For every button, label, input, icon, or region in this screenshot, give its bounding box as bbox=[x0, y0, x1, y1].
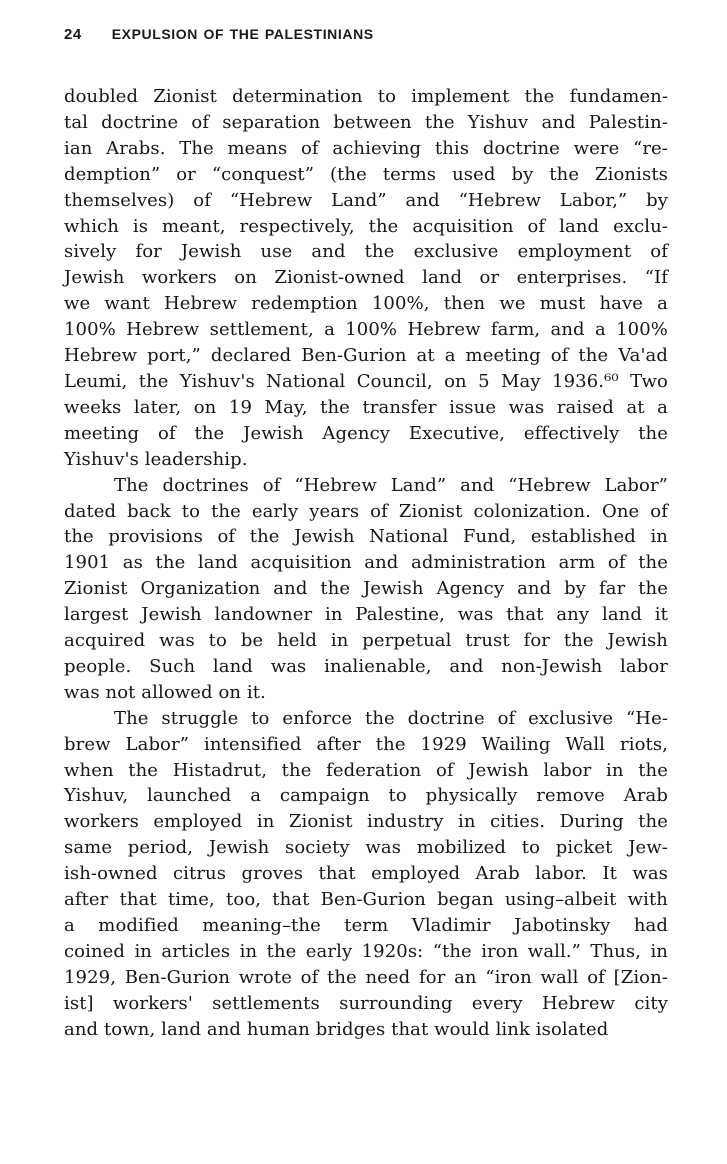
text-line: was not allowed on it. bbox=[64, 681, 266, 703]
page-number: 24 bbox=[64, 26, 82, 43]
text-line: dated back to the early years of Zionist colonization. One of bbox=[64, 500, 668, 522]
text-line: Zionist Organization and the Jewish Agency and by far the bbox=[64, 578, 668, 600]
text-line: when the Histadrut, the federation of Jewish labor in the bbox=[64, 759, 668, 781]
text-line: meeting of the Jewish Agency Executive, effectively the bbox=[64, 422, 668, 444]
text-line: weeks later, on 19 May, the transfer issue was raised at a bbox=[64, 396, 668, 418]
text-line: ian Arabs. The means of achieving this doctrine were “re- bbox=[64, 137, 668, 159]
text-line: largest Jewish landowner in Palestine, was that any land it bbox=[64, 604, 668, 626]
text-line: a modified meaning–the term Vladimir Jabotinsky had bbox=[64, 915, 668, 936]
text-line: Hebrew port,” declared Ben-Gurion at a meeting of the Va'ad bbox=[64, 345, 668, 367]
text-line: which is meant, respectively, the acquisition of land exclu- bbox=[64, 215, 668, 237]
text-line: 100% Hebrew settlement, a 100% Hebrew farm, and a 100% bbox=[64, 319, 668, 341]
text-line: doubled Zionist determination to implement the fundamen- bbox=[64, 86, 668, 107]
text-line: sively for Jewish use and the exclusive employment of bbox=[64, 241, 668, 263]
text-line: people. Such land was inalienable, and non-Jewish labor bbox=[64, 655, 668, 677]
text-line: The doctrines of “Hebrew Land” and “Hebrew Labor” bbox=[114, 474, 668, 496]
text-line: acquired was to be held in perpetual trust for the Jewish bbox=[64, 630, 668, 652]
page-body bbox=[64, 84, 668, 1043]
text-line: ish-owned citrus groves that employed Arab labor. It was bbox=[64, 863, 668, 885]
text-line: The struggle to enforce the doctrine of exclusive “He- bbox=[114, 707, 668, 729]
text-line: Yishuv's leadership. bbox=[64, 448, 248, 470]
text-line: 1901 as the land acquisition and administration arm of the bbox=[64, 552, 668, 574]
text-line: tal doctrine of separation between the Yishuv and Palestin- bbox=[64, 111, 668, 133]
text-line: demption” or “conquest” (the terms used by the Zionists bbox=[64, 163, 668, 185]
text-line: after that time, too, that Ben-Gurion began using–albeit with bbox=[64, 889, 668, 911]
text-line: brew Labor” intensified after the 1929 Wailing Wall riots, bbox=[64, 733, 668, 755]
paragraph bbox=[64, 473, 668, 706]
running-head-title: EXPULSION OF THE PALESTINIANS bbox=[111, 26, 374, 42]
text-line: Jewish workers on Zionist-owned land or enterprises. “If bbox=[64, 267, 668, 289]
text-line: Yishuv, launched a campaign to physically remove Arab bbox=[64, 785, 668, 807]
text-line: ist] workers' settlements surrounding every Hebrew city bbox=[64, 992, 668, 1014]
text-line: coined in articles in the early 1920s: “the iron wall.” Thus, in bbox=[64, 940, 668, 962]
text-line: Leumi, the Yishuv's National Council, on 5 May 1936.⁶⁰ Two bbox=[64, 370, 668, 392]
text-line: the provisions of the Jewish National Fund, established in bbox=[64, 526, 668, 548]
running-header bbox=[64, 26, 668, 43]
text-line: workers employed in Zionist industry in cities. During the bbox=[64, 811, 668, 833]
text-line: we want Hebrew redemption 100%, then we must have a bbox=[64, 293, 668, 315]
text-line: 1929, Ben-Gurion wrote of the need for an “iron wall of [Zion- bbox=[64, 966, 668, 988]
text-line: same period, Jewish society was mobilized to picket Jew- bbox=[64, 837, 668, 859]
text-line: themselves) of “Hebrew Land” and “Hebrew Labor,” by bbox=[64, 189, 668, 211]
paragraph bbox=[64, 84, 668, 473]
paragraph bbox=[64, 706, 668, 1043]
text-line: and town, land and human bridges that would link isolated bbox=[64, 1018, 609, 1040]
